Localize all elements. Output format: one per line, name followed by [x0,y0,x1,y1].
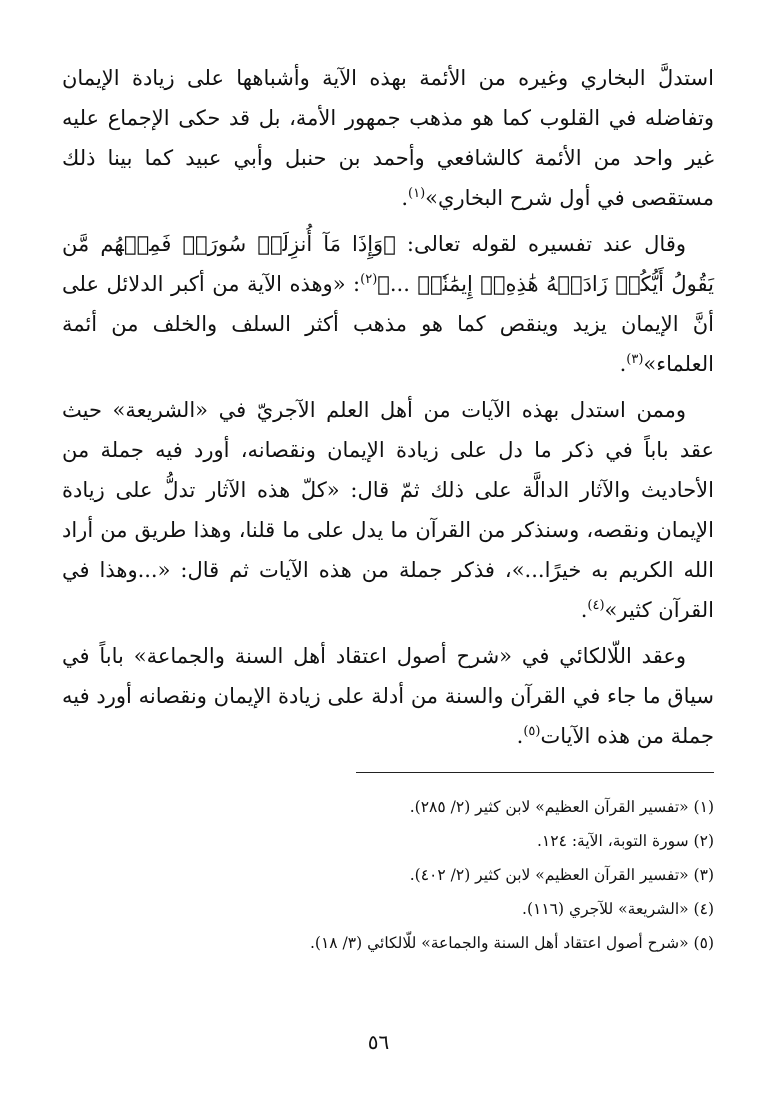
paragraph-4-text: وعقد اللّالكائي في «شرح أصول اعتقاد أهل السنة والجماعة» باباً في سياق ما جاء في القرآن والسنة من أدلة على زيادة الإيمان ونقصانه أورد فيه جملة من هذه الآيات [62,644,714,748]
paragraph-3 [62,390,714,630]
paragraph-2-end: . [619,352,627,376]
paragraph-1-text: استدلَّ البخاري وغيره من الأئمة بهذه الآية وأشباهها على زيادة الإيمان وتفاضله في القلوب كما هو مذهب جمهور الأمة، بل قد حكى الإجماع عليه غير واحد من الأئمة كالشافعي وأحمد بن حنبل وأبي عبيد كما بينا ذلك مستقصى في أول شرح البخاري» [62,66,714,210]
footnote-4: (٤) «الشريعة» للآجري (١١٦). [522,900,714,918]
footnote-ref-1: (١) [408,186,426,201]
paragraph-3-text: وممن استدل بهذه الآيات من أهل العلم الآجريّ في «الشريعة» حيث عقد باباً في ذكر ما دل على زيادة الإيمان ونقصانه، أورد فيه جملة من الأحاديث والآثار الدالَّة على ذلك ثمّ قال: «كلّ هذه الآثار تدلُّ على زيادة الإيمان ونقصه، وسنذكر من القرآن ما يدل على ما قلنا، وهذا طريق من أراد الله الكريم به خيرًا...»، فذكر جملة من هذه الآيات ثم قال: «...وهذا في القرآن كثير» [62,398,714,622]
paragraph-2-middle: : «وهذه الآية من أكبر الدلائل على أنَّ الإيمان يزيد وينقص كما هو مذهب أكثر السلف والخلف من أئمة العلماء» [62,272,714,376]
footnote-ref-2: (٢) [360,272,378,287]
footnote-1: (١) «تفسير القرآن العظيم» لابن كثير (٢/ ٢٨٥). [409,798,714,816]
paragraph-2-text: وقال عند تفسيره لقوله تعالى: ﴿وَإِذَا مَآ أُنزِلَتۡ سُورَةٞ فَمِنۡهُم مَّن يَقُولُ أَيُّكُمۡ زَادَتۡهُ هَٰذِهِۦٓ إِيمَٰنٗاۚ ...﴾ [62,232,714,296]
paragraph-2 [62,224,714,384]
footnote-ref-4: (٤) [587,598,605,613]
paragraph-4 [62,636,714,756]
main-text [62,58,714,756]
footnote-2: (٢) سورة التوبة، الآية: ١٢٤. [536,832,714,850]
footnote-ref-3: (٣) [626,352,644,367]
paragraph-1 [62,58,714,218]
paragraph-1-end: . [401,186,409,210]
footnote-3: (٣) «تفسير القرآن العظيم» لابن كثير (٢/ ٤٠٢). [409,866,714,884]
footnote-divider [356,772,714,773]
paragraph-3-end: . [580,598,588,622]
footnotes [62,790,714,960]
footnote-ref-5: (٥) [523,724,541,739]
page-number: ٥٦ [367,1030,390,1054]
paragraph-4-end: . [516,724,524,748]
footnote-5: (٥) «شرح أصول اعتقاد أهل السنة والجماعة» للّالكائي (٣/ ١٨). [309,934,714,952]
